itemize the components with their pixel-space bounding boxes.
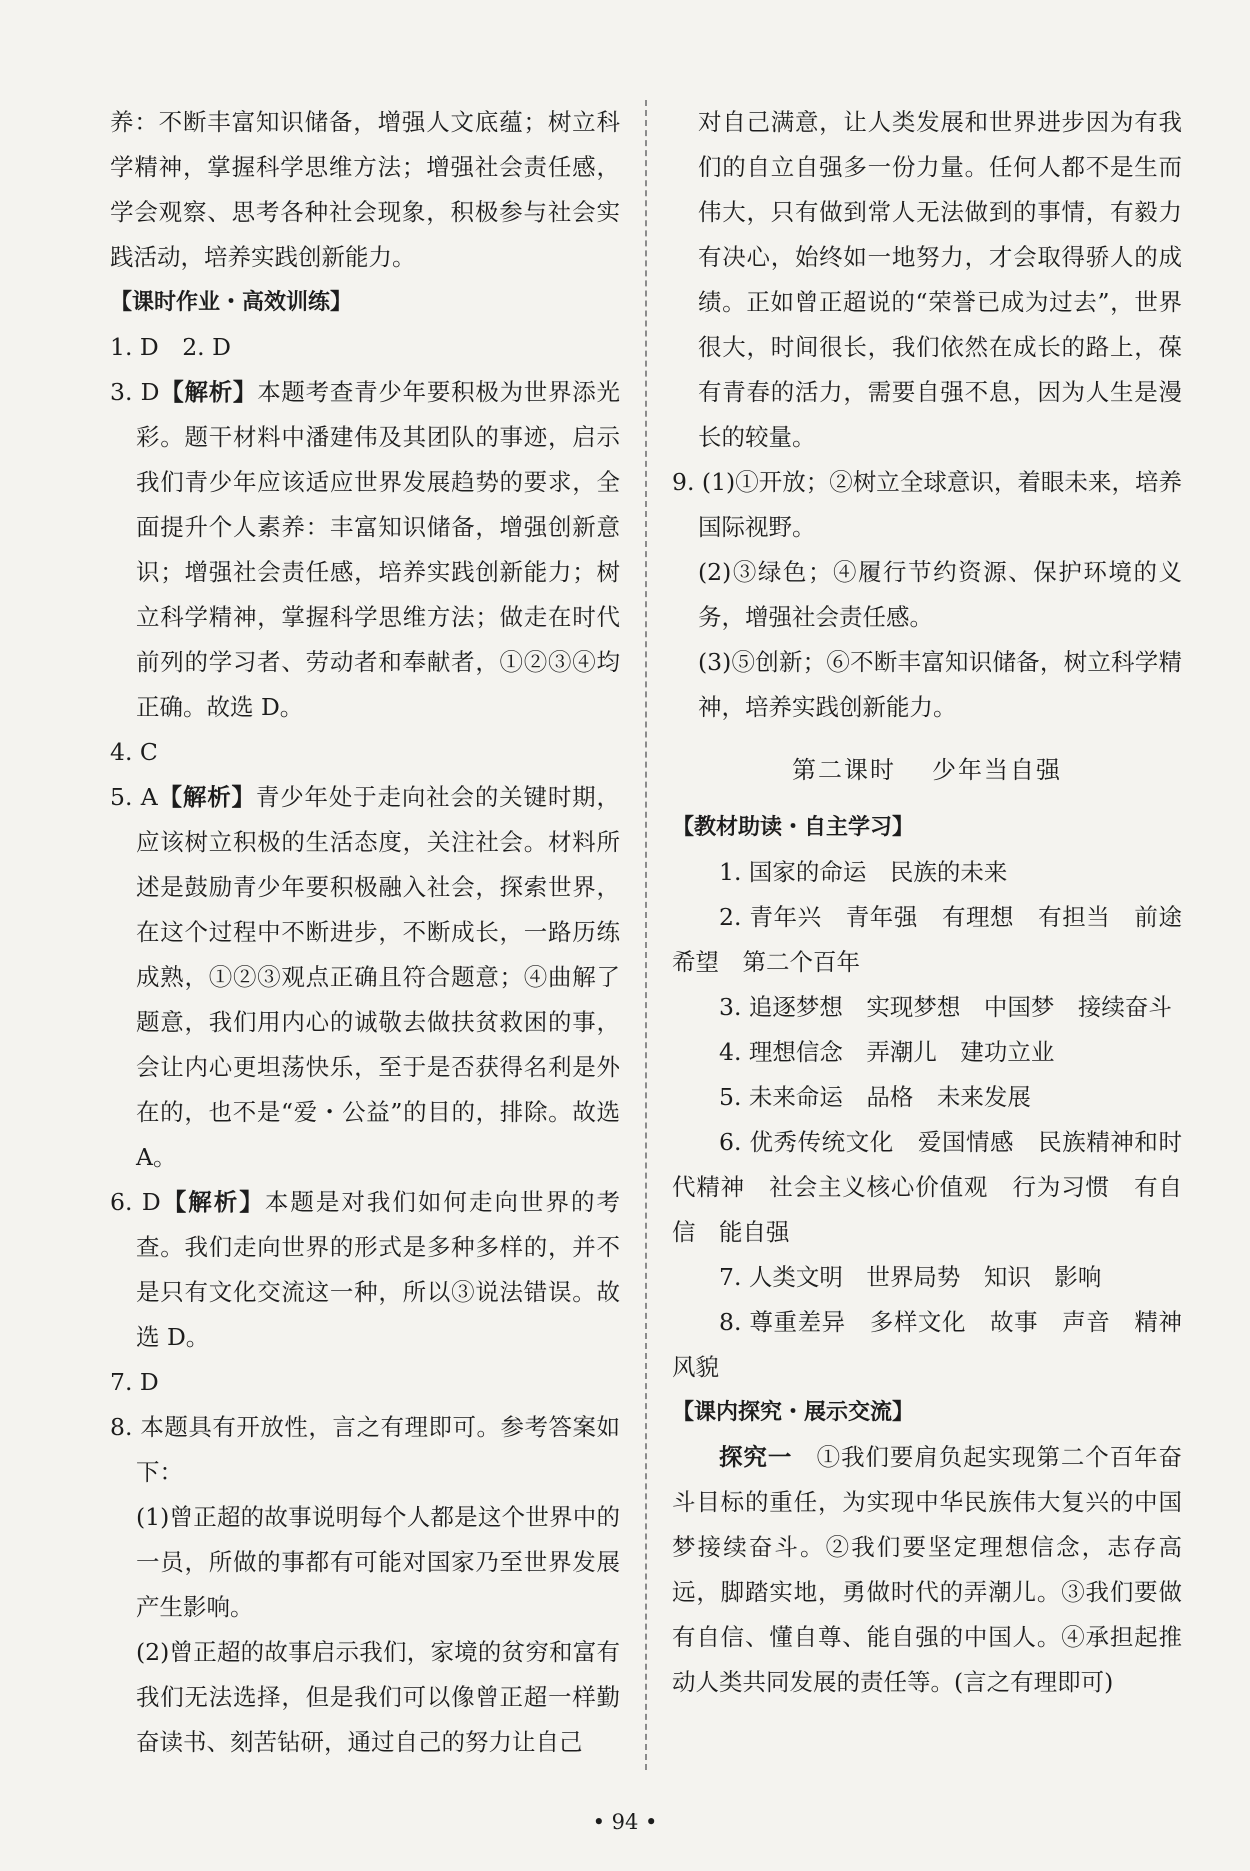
answer-4: 4. C	[110, 738, 158, 766]
lesson-label: 第二课时	[792, 756, 896, 784]
answer-3	[110, 370, 620, 730]
analysis-tag: 【解析】	[159, 378, 258, 406]
inquiry-1-label: 探究一	[719, 1443, 793, 1471]
answer-5-choice: 5. A	[110, 783, 158, 811]
column-divider	[645, 100, 647, 1770]
answer-9-part-3: (3)⑤创新；⑥不断丰富知识储备，树立科学精神，培养实践创新能力。	[698, 648, 1182, 721]
answer-3-analysis: 本题考查青少年要积极为世界添光彩。题干材料中潘建伟及其团队的事迹，启示我们青少年应该适应世界发展趋势的要求，全面提升个人素养：丰富知识储备，增强创新意识；增强社会责任感，培养实践创新能力；树立科学精神，掌握科学思维方法；做走在时代前列的学习者、劳动者和奉献者，①②③④均正确。故选 D。	[136, 378, 621, 721]
inquiry-1-text: ①我们要肩负起实现第二个百年奋斗目标的重任，为实现中华民族伟大复兴的中国梦接续奋斗。②我们要坚定理想信念，志存高远，脚踏实地，勇做时代的弄潮儿。③我们要做有自信、懂自尊、能自强的中国人。④承担起推动人类共同发展的责任等。(言之有理即可)	[672, 1443, 1182, 1696]
section-heading-inquiry: 【课内探究・展示交流】	[672, 1400, 915, 1425]
reading-answer-6: 6. 优秀传统文化 爱国情感 民族精神和时代精神 社会主义核心价值观 行为习惯 有自信 能自强	[672, 1128, 1182, 1246]
lesson-title	[672, 730, 1182, 805]
answer-5	[110, 775, 620, 1180]
answer-6	[110, 1180, 620, 1360]
reading-answer-4: 4. 理想信念 弄潮儿 建功立业	[719, 1038, 1055, 1066]
answer-5-analysis: 青少年处于走向社会的关键时期，应该树立积极的生活态度，关注社会。材料所述是鼓励青少年要积极融入社会，探索世界，在这个过程中不断进步，不断成长，一路历练成熟，①②③观点正确且符合题意；④曲解了题意，我们用内心的诚敬去做扶贫救困的事，会让内心更坦荡快乐，至于是否获得名利是外在的，也不是“爱・公益”的目的，排除。故选 A。	[136, 783, 620, 1171]
answer-8-intro: 8. 本题具有开放性，言之有理即可。参考答案如下：	[110, 1413, 620, 1486]
reading-answer-5: 5. 未来命运 品格 未来发展	[719, 1083, 1031, 1111]
section-heading-reading: 【教材助读・自主学习】	[672, 815, 915, 840]
answer-9-part-2: (2)③绿色；④履行节约资源、保护环境的义务，增强社会责任感。	[698, 558, 1182, 631]
answer-7: 7. D	[110, 1368, 159, 1396]
answer-8-part-2: (2)曾正超的故事启示我们，家境的贫穷和富有我们无法选择，但是我们可以像曾正超一样勤奋读书、刻苦钻研，通过自己的努力让自己	[136, 1638, 620, 1756]
answer-1-2: 1. D 2. D	[110, 333, 231, 361]
reading-answer-3: 3. 追逐梦想 实现梦想 中国梦 接续奋斗	[719, 993, 1172, 1021]
lesson-name: 少年当自强	[932, 756, 1062, 784]
answer-6-analysis: 本题是对我们如何走向世界的考查。我们走向世界的形式是多种多样的，并不是只有文化交流这一种，所以③说法错误。故选 D。	[136, 1188, 621, 1351]
inquiry-1	[672, 1435, 1182, 1705]
reading-answer-7: 7. 人类文明 世界局势 知识 影响	[719, 1263, 1102, 1291]
page-number: • 94 •	[592, 1810, 658, 1834]
answer-8-part-1: (1)曾正超的故事说明每个人都是这个世界中的一员，所做的事都有可能对国家乃至世界发展产生影响。	[136, 1503, 620, 1621]
reading-answer-8: 8. 尊重差异 多样文化 故事 声音 精神 风貌	[672, 1308, 1206, 1381]
analysis-tag: 【解析】	[157, 783, 256, 811]
left-column	[110, 100, 620, 1765]
paragraph-continued: 养：不断丰富知识储备，增强人文底蕴；树立科学精神，掌握科学思维方法；增强社会责任感，学会观察、思考各种社会现象，积极参与社会实践活动，培养实践创新能力。	[110, 108, 620, 271]
answer-9-part-1: 9. (1)①开放；②树立全球意识，着眼未来，培养国际视野。	[672, 468, 1182, 541]
reading-answer-2: 2. 青年兴 青年强 有理想 有担当 前途 希望 第二个百年	[672, 903, 1206, 976]
answer-6-choice: 6. D	[110, 1188, 161, 1216]
analysis-tag: 【解析】	[160, 1188, 265, 1216]
answer-3-choice: 3. D	[110, 378, 160, 406]
section-heading-homework: 【课时作业・高效训练】	[110, 290, 353, 315]
answer-8-continued: 对自己满意，让人类发展和世界进步因为有我们的自立自强多一份力量。任何人都不是生而伟大，只有做到常人无法做到的事情，有毅力有决心，始终如一地努力，才会取得骄人的成绩。正如曾正超说的“荣誉已成为过去”，世界很大，时间很长，我们依然在成长的路上，葆有青春的活力，需要自强不息，因为人生是漫长的较量。	[698, 108, 1182, 451]
reading-answer-1: 1. 国家的命运 民族的未来	[719, 858, 1008, 886]
right-column	[672, 100, 1206, 1705]
